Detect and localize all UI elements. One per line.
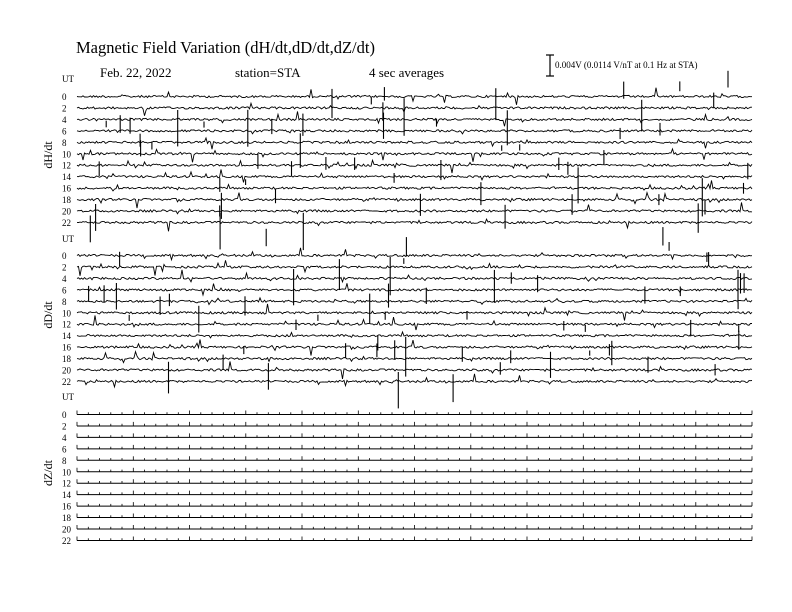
trace-line [77, 304, 752, 321]
hour-label: 10 [62, 308, 71, 319]
trace-line [77, 160, 752, 173]
hour-label: 2 [62, 421, 67, 432]
hour-label: 8 [62, 137, 67, 148]
trace-line [77, 352, 752, 363]
station-label: station=STA [235, 65, 301, 80]
trace-line [77, 219, 752, 231]
trace-line [77, 270, 752, 282]
trace-line [77, 170, 752, 183]
trace-line [77, 362, 752, 379]
hour-label: 14 [62, 331, 71, 342]
trace-line [77, 283, 752, 295]
hour-label: 10 [62, 467, 71, 478]
hour-label: 8 [62, 455, 67, 466]
panel-ylabel: dD/dt [41, 301, 55, 329]
averaging-label: 4 sec averages [369, 65, 445, 80]
hour-label: 12 [62, 478, 71, 489]
hour-label: 20 [62, 206, 71, 217]
trace-line [77, 332, 752, 338]
scale-bar [546, 55, 554, 76]
hour-label: 20 [62, 524, 71, 535]
trace-group [41, 71, 752, 546]
trace-line [77, 374, 752, 387]
hour-label: 6 [62, 126, 67, 137]
hour-label: 4 [62, 273, 67, 284]
hour-label: 16 [62, 342, 71, 353]
hour-label: 14 [62, 172, 71, 183]
date-label: Feb. 22, 2022 [100, 65, 172, 80]
chart-title: Magnetic Field Variation (dH/dt,dD/dt,dZ/dt) [76, 38, 375, 57]
hour-label: 22 [62, 217, 71, 228]
hour-label: 18 [62, 354, 71, 365]
hour-label: 16 [62, 501, 71, 512]
hour-label: 22 [62, 376, 71, 387]
trace-line [77, 298, 752, 305]
panel-ylabel: dH/dt [41, 141, 55, 169]
hour-label: 16 [62, 183, 71, 194]
panel-ylabel: dZ/dt [41, 460, 55, 486]
hour-label: 4 [62, 432, 67, 443]
hour-label: 12 [62, 160, 71, 171]
trace-line [77, 260, 752, 275]
hour-label: 6 [62, 285, 67, 296]
trace-line [77, 339, 752, 355]
hour-label: 20 [62, 365, 71, 376]
hour-label: 0 [62, 251, 67, 261]
trace-line [77, 180, 752, 191]
scale-label: 0.004V (0.0114 V/nT at 0.1 Hz at STA) [555, 60, 698, 70]
ut-label: UT [62, 392, 74, 402]
hour-label: 4 [62, 114, 67, 125]
hour-label: 18 [62, 513, 71, 524]
hour-label: 14 [62, 490, 71, 501]
hour-label: 22 [62, 535, 71, 546]
hour-label: 12 [62, 319, 71, 330]
trace-line [77, 193, 752, 209]
hour-label: 2 [62, 103, 67, 114]
ut-label: UT [62, 74, 74, 84]
hour-label: 10 [62, 149, 71, 160]
trace-line [77, 248, 752, 260]
trace-line [77, 149, 752, 162]
trace-line [77, 88, 752, 105]
hour-label: 8 [62, 296, 67, 307]
trace-line [77, 203, 752, 214]
ut-label: UT [62, 234, 74, 244]
hour-label: 18 [62, 195, 71, 206]
hour-label: 0 [62, 410, 67, 420]
hour-label: 2 [62, 262, 67, 273]
hour-label: 6 [62, 444, 67, 455]
trace-line [77, 316, 752, 331]
hour-label: 0 [62, 92, 67, 102]
